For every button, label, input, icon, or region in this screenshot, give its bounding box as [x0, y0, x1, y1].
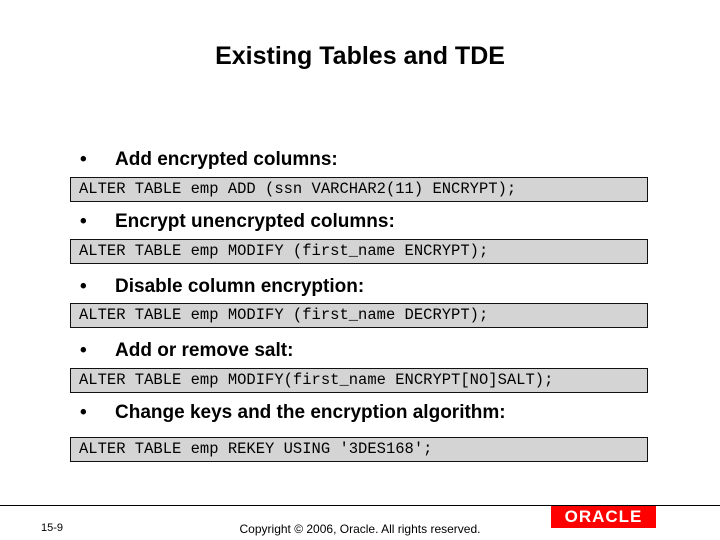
bullet-dot: • — [80, 340, 87, 361]
slide-number: 15-9 — [41, 522, 64, 534]
bullet-text: Add encrypted columns: — [115, 149, 338, 170]
bullet-dot: • — [80, 402, 87, 423]
code-block: ALTER TABLE emp MODIFY(first_name ENCRYPT[NO]SALT); — [70, 368, 648, 393]
code-block: ALTER TABLE emp MODIFY (first_name ENCRYPT); — [70, 239, 648, 264]
code-block: ALTER TABLE emp REKEY USING '3DES168'; — [70, 437, 648, 462]
copyright-notice: Copyright © 2006, Oracle. All rights reserved. — [239, 522, 481, 536]
oracle-logo: ORACLE — [551, 506, 656, 528]
bullet-text: Add or remove salt: — [115, 340, 294, 361]
bullet-text: Encrypt unencrypted columns: — [115, 211, 395, 232]
slide-title: Existing Tables and TDE — [215, 42, 505, 70]
bullet-dot: • — [80, 149, 87, 170]
code-block: ALTER TABLE emp MODIFY (first_name DECRYPT); — [70, 303, 648, 328]
bullet-text: Disable column encryption: — [115, 276, 365, 297]
bullet-dot: • — [80, 276, 87, 297]
bullet-dot: • — [80, 211, 87, 232]
code-block: ALTER TABLE emp ADD (ssn VARCHAR2(11) ENCRYPT); — [70, 177, 648, 202]
bullet-text: Change keys and the encryption algorithm: — [115, 402, 506, 423]
